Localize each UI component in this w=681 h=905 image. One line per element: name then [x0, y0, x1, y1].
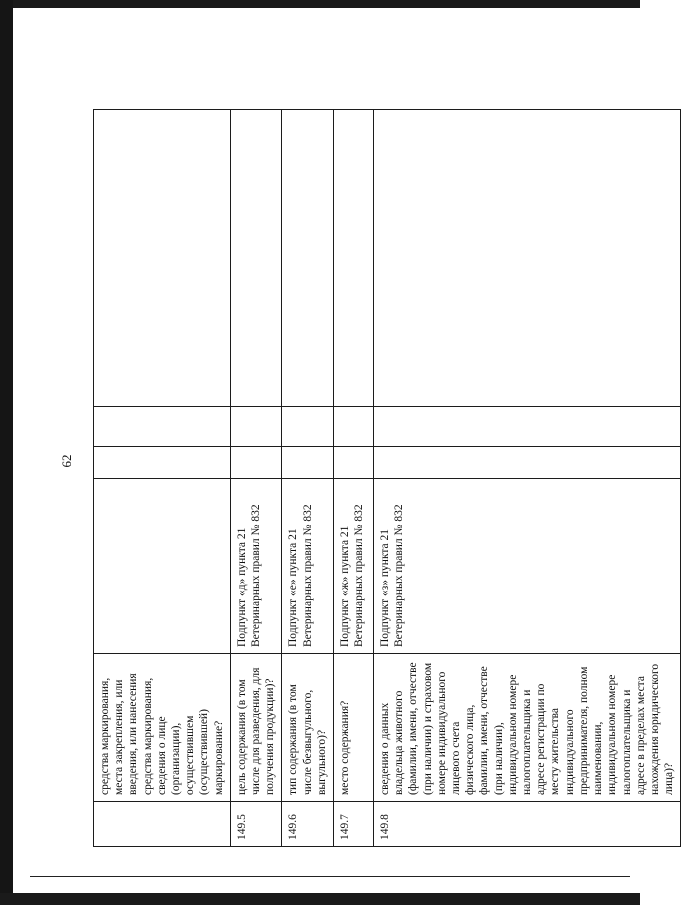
- answer-no-cell: [282, 407, 334, 447]
- row-number: 149.6: [282, 802, 334, 847]
- answer-no-cell: [334, 407, 374, 447]
- row-number: 149.5: [230, 802, 282, 847]
- reference-cell: [94, 479, 231, 654]
- scan-edge-left: [0, 0, 13, 905]
- answer-no-cell: [230, 407, 282, 447]
- notes-cell: [230, 110, 282, 407]
- table-row: [334, 110, 374, 847]
- reference-cell: Подпункт «д» пункта 21 Ветеринарных правил № 832: [230, 479, 282, 654]
- question-cell: место содержания?: [334, 654, 374, 802]
- reference-cell: Подпункт «е» пункта 21 Ветеринарных правил № 832: [282, 479, 334, 654]
- row-number: 149.7: [334, 802, 374, 847]
- question-cell: сведения о данных владельца животного (фамилии, имени, отчестве (при наличии) и страховом номере индивидуального лицевого счета физического лица, фамилии, имени, отчестве (при наличии), индивидуальном номере налогоплательщика и адресе регистрации по месту жительства индивидуального предпринимателя, полном наименовании, индивидуальном номере налогоплательщика и адресе в пределах места нахождения юридического лица)?: [374, 654, 681, 802]
- row-number: [94, 802, 231, 847]
- answer-yes-cell: [374, 447, 681, 479]
- table-row: [282, 110, 334, 847]
- table-row: [230, 110, 282, 847]
- checklist-table: [93, 109, 681, 847]
- answer-yes-cell: [334, 447, 374, 479]
- answer-yes-cell: [94, 447, 231, 479]
- rotated-sheet: [93, 110, 676, 847]
- question-cell: цель содержания (в том числе для разведения, для получения продукции)?: [230, 654, 282, 802]
- notes-cell: [94, 110, 231, 407]
- scan-edge-top: [0, 0, 640, 8]
- notes-cell: [374, 110, 681, 407]
- answer-yes-cell: [230, 447, 282, 479]
- table-row: [374, 110, 681, 847]
- bottom-rule: [30, 876, 630, 877]
- page-number: 62: [59, 454, 74, 468]
- row-number: 149.8: [374, 802, 681, 847]
- notes-cell: [282, 110, 334, 407]
- question-cell: средства маркирования, места закрепления, или введения, или нанесения средства маркирования, сведения о лице (организации), осуществившем (осуществившей) маркирование?: [94, 654, 231, 802]
- table-row: [94, 110, 231, 847]
- reference-cell: Подпункт «з» пункта 21 Ветеринарных правил № 832: [374, 479, 681, 654]
- notes-cell: [334, 110, 374, 407]
- reference-cell: Подпункт «ж» пункта 21 Ветеринарных правил № 832: [334, 479, 374, 654]
- question-cell: тип содержания (в том числе безвыгульного, выгульного)?: [282, 654, 334, 802]
- answer-no-cell: [94, 407, 231, 447]
- answer-no-cell: [374, 407, 681, 447]
- answer-yes-cell: [282, 447, 334, 479]
- scan-edge-bottom: [0, 893, 640, 905]
